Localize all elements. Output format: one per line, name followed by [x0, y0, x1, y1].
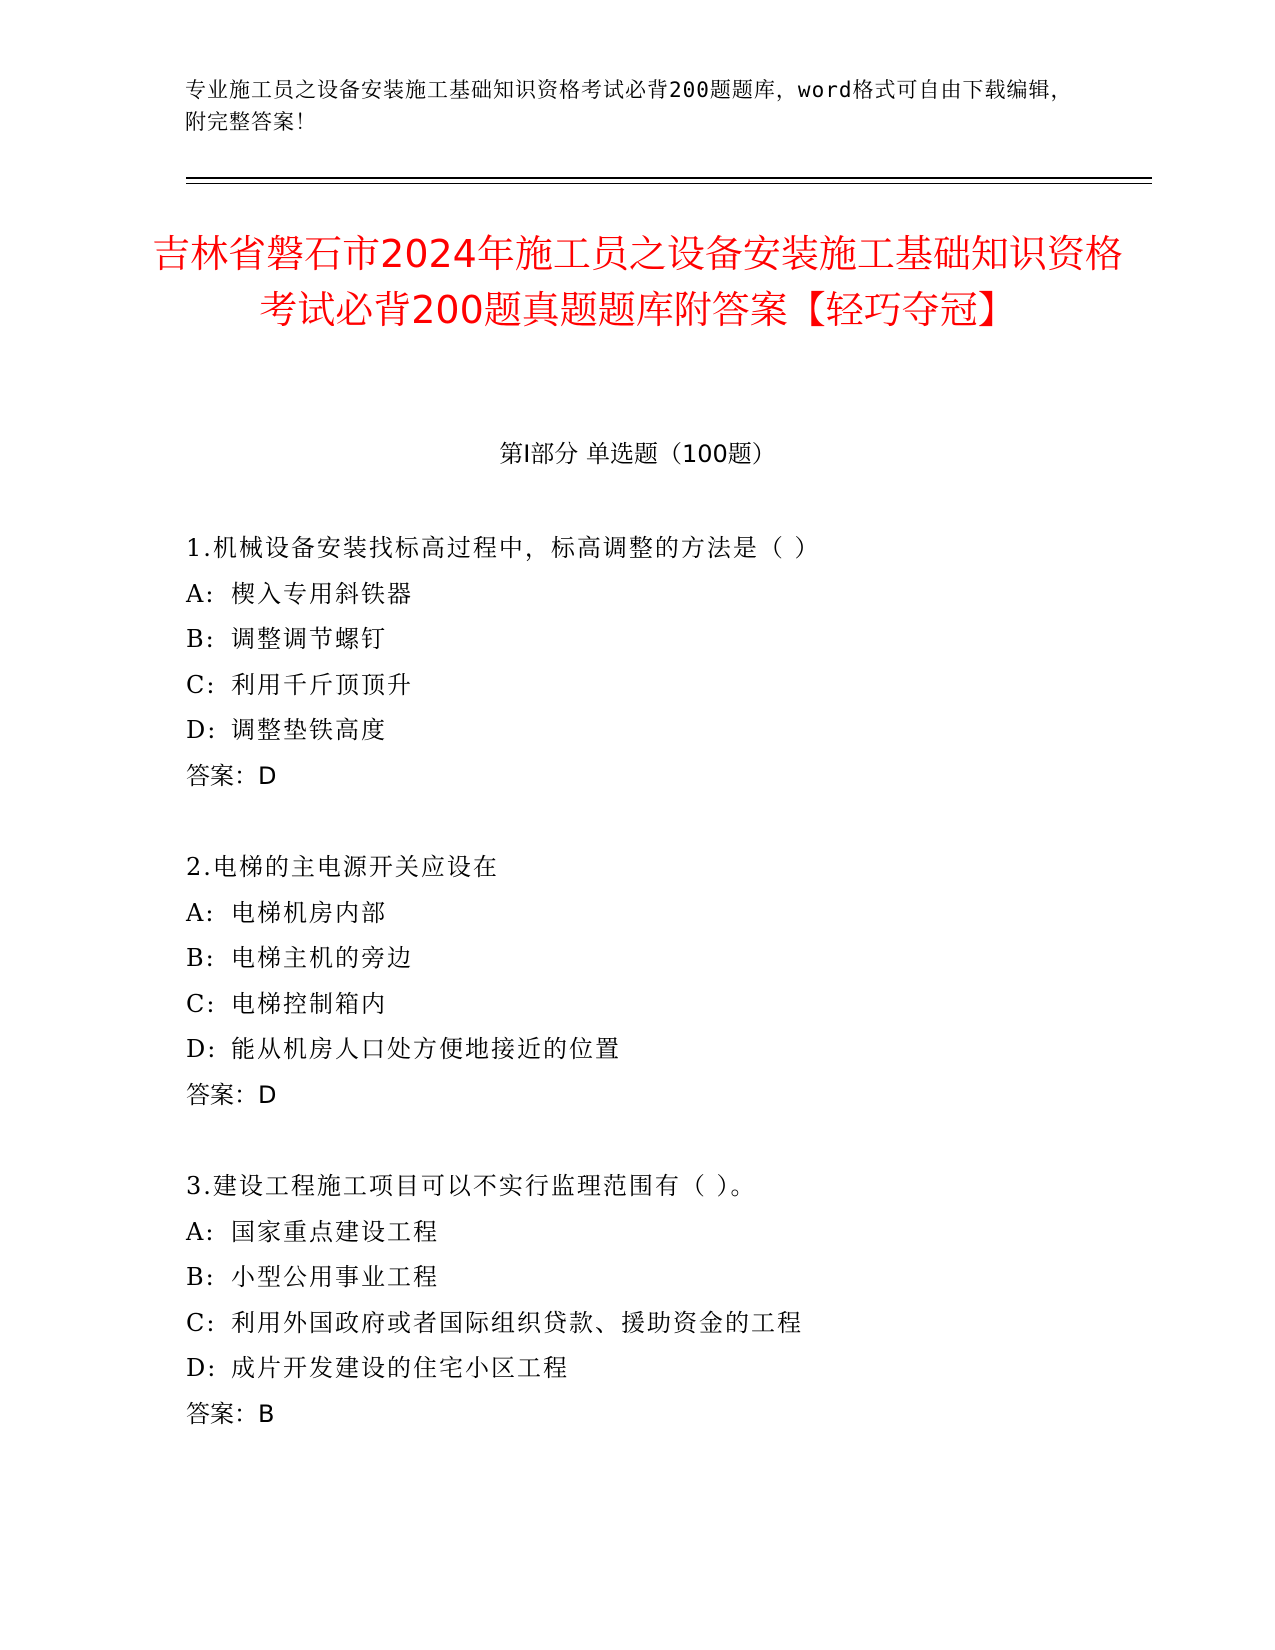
- option-text: 成片开发建设的住宅小区工程: [231, 1354, 569, 1382]
- option-c: [186, 982, 1146, 1028]
- option-text: 调整调节螺钉: [231, 625, 387, 653]
- option-a: [186, 891, 1146, 937]
- option-text: 利用外国政府或者国际组织贷款、援助资金的工程: [231, 1308, 803, 1337]
- question-list: [186, 526, 1146, 1483]
- option-b: [186, 1255, 1146, 1301]
- option-key: D:: [186, 1035, 218, 1063]
- option-text: 利用千斤顶顶升: [231, 670, 413, 699]
- option-key: B:: [186, 1263, 216, 1291]
- option-text: 小型公用事业工程: [231, 1263, 439, 1291]
- document-title: 吉林省磐石市2024年施工员之设备安装施工基础知识资格考试必背200题真题题库附答案【轻巧夺冠】: [152, 232, 1123, 332]
- option-text: 能从机房人口处方便地接近的位置: [231, 1035, 621, 1063]
- answer-line: 答案：D: [186, 1080, 277, 1109]
- header-rule-thin: [186, 183, 1152, 184]
- option-d: [186, 1027, 1146, 1073]
- option-key: A:: [186, 579, 216, 608]
- answer-line: 答案：B: [186, 1399, 275, 1428]
- option-text: 国家重点建设工程: [231, 1217, 439, 1246]
- header-rule-thick: [186, 177, 1152, 179]
- option-key: D:: [186, 716, 218, 744]
- option-a: [186, 572, 1146, 618]
- option-key: C:: [186, 989, 217, 1018]
- option-a: [186, 1210, 1146, 1256]
- option-key: D:: [186, 1354, 218, 1382]
- answer-line: 答案：D: [186, 761, 277, 790]
- question-stem: 1.机械设备安装找标高过程中，标高调整的方法是（ ）: [186, 534, 821, 562]
- header-note: 专业施工员之设备安装施工基础知识资格考试必背200题题库，word格式可自由下载编辑，附完整答案！: [185, 78, 1073, 134]
- option-text: 电梯控制箱内: [231, 989, 387, 1018]
- option-b: [186, 936, 1146, 982]
- question-stem: 2.电梯的主电源开关应设在: [186, 853, 499, 881]
- option-d: [186, 1346, 1146, 1392]
- option-b: [186, 617, 1146, 663]
- option-key: C:: [186, 1308, 217, 1337]
- option-d: [186, 708, 1146, 754]
- option-key: B:: [186, 944, 216, 972]
- option-text: 调整垫铁高度: [231, 716, 387, 744]
- option-text: 电梯机房内部: [231, 898, 387, 927]
- option-text: 电梯主机的旁边: [231, 944, 413, 972]
- question-stem: 3.建设工程施工项目可以不实行监理范围有（ ）。: [186, 1172, 757, 1200]
- section-title: 第Ⅰ部分 单选题（100题）: [499, 440, 776, 468]
- option-key: A:: [186, 1217, 216, 1246]
- option-c: [186, 663, 1146, 709]
- option-key: A:: [186, 898, 216, 927]
- question-2: [186, 845, 1146, 1118]
- option-c: [186, 1301, 1146, 1347]
- question-3: [186, 1164, 1146, 1437]
- option-text: 楔入专用斜铁器: [231, 579, 413, 608]
- option-key: C:: [186, 670, 217, 699]
- question-1: [186, 526, 1146, 799]
- option-key: B:: [186, 625, 216, 653]
